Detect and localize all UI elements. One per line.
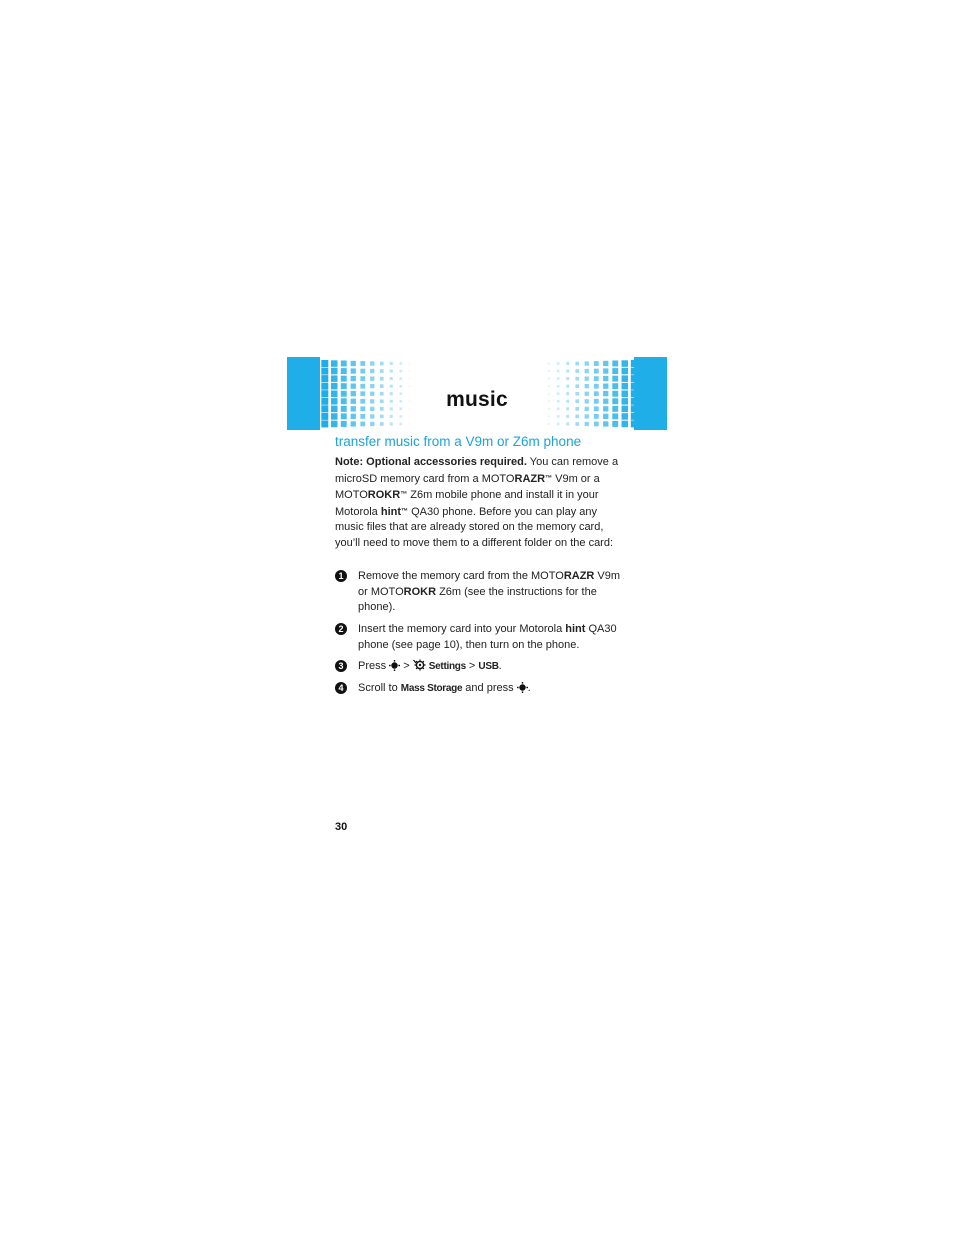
- step-text-part: QA30 phone (see page 10), then turn on the phone.: [358, 623, 617, 651]
- header-dot: [321, 420, 328, 427]
- menu-separator: >: [465, 660, 479, 672]
- trademark-mark: ™: [400, 491, 408, 498]
- header-dot: [341, 421, 347, 427]
- header-dot: [548, 415, 550, 417]
- header-dot: [566, 362, 569, 365]
- header-dot: [585, 422, 589, 426]
- header-dot: [341, 376, 347, 382]
- header-dot: [575, 422, 579, 426]
- header-dot: [370, 422, 374, 426]
- header-dot: [331, 421, 338, 428]
- header-dot: [351, 368, 356, 373]
- header-dot: [585, 377, 589, 381]
- header-dot: [594, 422, 599, 427]
- header-dot: [380, 369, 384, 373]
- section-heading: transfer music from a V9m or Z6m phone: [335, 434, 582, 449]
- step-text-part: V9m or MOTO: [358, 570, 621, 598]
- header-dot: [321, 375, 328, 382]
- brand-hint: hint: [565, 623, 586, 635]
- step-text-part: Z6m (see the instructions for the phone).: [358, 585, 597, 613]
- header-dot: [585, 414, 589, 418]
- step-text: [358, 569, 625, 616]
- header-dot: [370, 361, 374, 365]
- header-dot: [409, 423, 410, 425]
- header-dot: [566, 422, 569, 425]
- header-dot: [548, 385, 550, 387]
- header-dot: [341, 413, 347, 419]
- header-dot: [321, 368, 328, 375]
- header-dot: [409, 415, 410, 417]
- header-dot: [360, 376, 365, 381]
- step-text-part: and press: [462, 682, 517, 694]
- header-dot: [360, 422, 365, 427]
- header-dot: [400, 415, 403, 418]
- header-dot: [360, 414, 365, 419]
- header-dot: [331, 375, 338, 382]
- header-dot: [557, 423, 560, 426]
- header-dot: [548, 423, 550, 425]
- intro-text: You can remove a microSD memory card from a MOTO: [335, 456, 619, 485]
- header-dot: [566, 377, 569, 380]
- header-dot: [341, 361, 347, 367]
- header-dot: [390, 422, 393, 425]
- header-dot: [548, 363, 550, 365]
- header-dot: [594, 414, 599, 419]
- header-dot: [400, 370, 403, 373]
- header-dot: [612, 361, 618, 367]
- menu-separator: >: [400, 660, 413, 672]
- nav-key-icon: [517, 682, 528, 693]
- header-dot: [612, 421, 618, 427]
- header-dot: [594, 361, 599, 366]
- nav-key-icon: [389, 660, 400, 671]
- header-dot: [566, 370, 569, 373]
- header-dot: [351, 414, 356, 419]
- step-number-icon: 3: [335, 660, 347, 672]
- header-dot: [321, 413, 328, 420]
- header-dot: [622, 421, 629, 428]
- intro-text: V9m or a MOTO: [335, 472, 600, 501]
- header-dot: [400, 362, 403, 365]
- header-dot: [622, 368, 629, 375]
- intro-text: QA30 phone. Before you can play any music files that are already stored on the memory card, you’ll need to move them to a different folder on the card:: [335, 505, 614, 549]
- brand-razr: RAZR: [563, 570, 595, 582]
- header-dot: [400, 423, 403, 426]
- header-dot: [548, 378, 550, 380]
- step-4: [335, 681, 625, 697]
- header-dot: [370, 414, 374, 418]
- header-dot: [390, 377, 393, 380]
- header-dot: [370, 377, 374, 381]
- header-dot: [548, 370, 550, 372]
- header-dot: [400, 377, 403, 380]
- header-dot: [622, 375, 629, 382]
- header-dot: [360, 369, 365, 374]
- step-text: [358, 659, 625, 675]
- header-dot: [566, 415, 569, 418]
- header-dot: [612, 368, 618, 374]
- header-dot: [557, 377, 560, 380]
- settings-icon: [413, 659, 426, 671]
- header-dot: [409, 363, 410, 365]
- menu-item-settings: Settings: [428, 661, 466, 672]
- page-number: 30: [335, 821, 348, 833]
- intro-text: Z6m mobile phone and install it in your Motorola: [335, 489, 599, 518]
- header-dot: [575, 369, 579, 373]
- step-text: [358, 681, 625, 697]
- step-number-icon: 2: [335, 623, 347, 635]
- header-dot: [331, 413, 338, 420]
- header-dot: [341, 368, 347, 374]
- page-title: music: [446, 388, 508, 411]
- header-dot: [603, 421, 608, 426]
- header-dot: [351, 421, 356, 426]
- header-dot: [557, 362, 560, 365]
- step-text-part: Insert the memory card into your Motorola: [358, 623, 566, 635]
- step-text-part: Remove the memory card from the MOTO: [358, 570, 564, 582]
- header-dot: [331, 368, 338, 375]
- header-dot: [351, 376, 356, 381]
- header-dot: [603, 368, 608, 373]
- header-dot: [351, 361, 356, 366]
- header-dot: [622, 360, 629, 367]
- step-number-icon: 1: [335, 570, 347, 582]
- intro-paragraph: [335, 455, 625, 551]
- header-dot: [612, 376, 618, 382]
- header-dot: [575, 415, 579, 419]
- brand-razr: RAZR: [514, 472, 546, 485]
- header-dot: [321, 360, 328, 367]
- note-label: Note: Optional accessories required.: [335, 456, 527, 468]
- brand-hint: hint: [380, 505, 402, 518]
- step-number-icon: 4: [335, 682, 347, 694]
- header-dot: [585, 361, 589, 365]
- step-text: [358, 622, 625, 653]
- step-2: [335, 622, 625, 653]
- header-dot: [594, 369, 599, 374]
- brand-rokr: ROKR: [403, 585, 437, 598]
- header-dot: [360, 361, 365, 366]
- header-dot: [331, 360, 338, 367]
- header-dot: [557, 415, 560, 418]
- step-text-part: Scroll to: [358, 682, 401, 694]
- header-dot: [585, 369, 589, 373]
- step-1: [335, 569, 625, 616]
- trademark-mark: ™: [401, 507, 409, 515]
- header-dot: [575, 362, 579, 366]
- header-dot: [409, 378, 410, 380]
- header-dot: [380, 415, 384, 419]
- menu-item-mass-storage: Mass Storage: [400, 683, 463, 694]
- step-text-part: .: [498, 660, 502, 672]
- header-dot: [603, 361, 608, 366]
- header-dot: [370, 369, 374, 373]
- header-dot: [380, 422, 384, 426]
- header-dot: [622, 413, 629, 420]
- header-dot: [380, 377, 384, 381]
- header-dot: [380, 362, 384, 366]
- header-dot: [409, 370, 410, 372]
- header-dot: [603, 414, 608, 419]
- header-dot: [612, 413, 618, 419]
- header-dot: [390, 362, 393, 365]
- header-dot: [575, 377, 579, 381]
- header-dot: [557, 370, 560, 373]
- header-dot: [594, 376, 599, 381]
- brand-rokr: ROKR: [367, 489, 401, 501]
- menu-item-usb: USB: [478, 661, 499, 672]
- step-text-part: Press: [358, 660, 390, 672]
- header-dot: [390, 370, 393, 373]
- step-3: [335, 659, 625, 675]
- trademark-mark: ™: [545, 474, 553, 482]
- header-dot: [603, 376, 608, 381]
- header-dot: [390, 415, 393, 418]
- header-dot: [409, 385, 410, 387]
- step-text-part: .: [527, 682, 531, 694]
